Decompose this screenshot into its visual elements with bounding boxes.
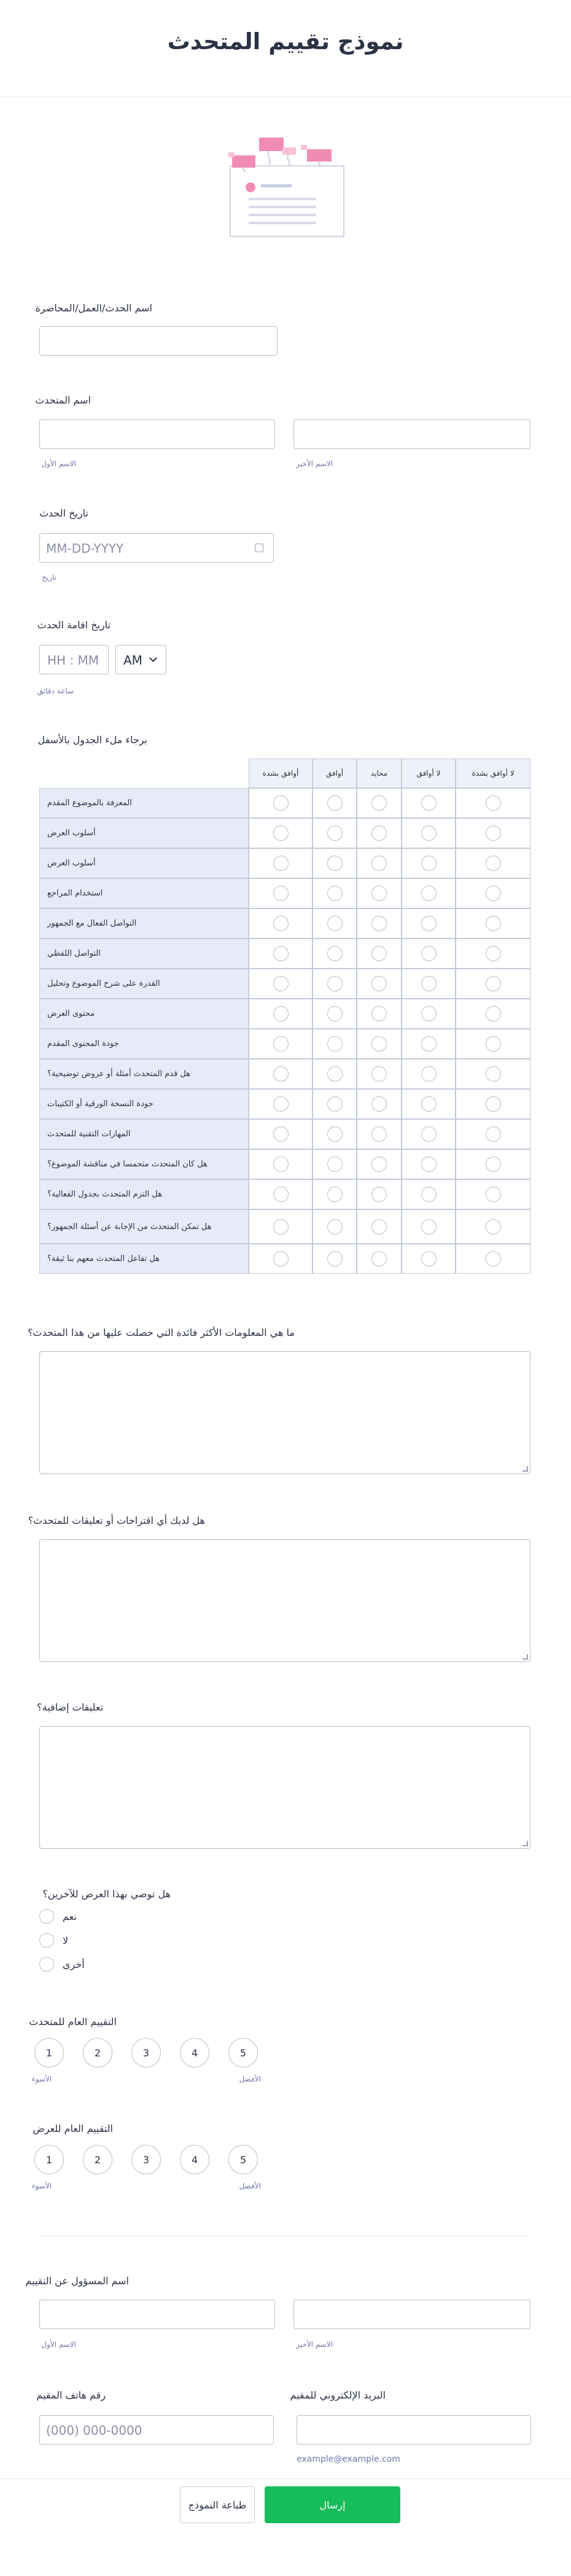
matrix-cell[interactable] <box>456 848 530 878</box>
matrix-radio[interactable] <box>327 1096 343 1112</box>
matrix-radio[interactable] <box>486 946 501 961</box>
matrix-label: برجاء ملء الجدول بالأسفل <box>37 734 147 746</box>
event-date-sublabel: تاريخ <box>42 573 56 582</box>
matrix-row-text: هل قدم المتحدث أمثلة أو عروض توضيحية؟ <box>47 1069 191 1079</box>
matrix-column-header: لا أوافق بشدة <box>456 759 530 788</box>
matrix-radio[interactable] <box>327 1187 343 1202</box>
event-date-placeholder: MM-DD-YYYY <box>46 541 124 556</box>
matrix-cell[interactable] <box>249 788 313 818</box>
resize-handle-icon[interactable] <box>522 1466 528 1472</box>
matrix-radio[interactable] <box>421 1036 437 1052</box>
matrix-radio[interactable] <box>421 1187 437 1202</box>
matrix-cell[interactable] <box>402 939 456 969</box>
matrix-radio[interactable] <box>486 976 501 991</box>
matrix-row-label <box>39 1209 249 1244</box>
matrix-cell[interactable] <box>402 878 456 908</box>
matrix-cell[interactable] <box>313 1089 357 1119</box>
matrix-row-label <box>39 969 249 999</box>
radio-circle[interactable] <box>39 1909 54 1924</box>
matrix-radio[interactable] <box>327 795 343 811</box>
matrix-row-text: جودة المحتوى المقدم <box>47 1039 119 1048</box>
event-time-input[interactable] <box>39 645 109 674</box>
matrix-radio[interactable] <box>273 825 289 841</box>
evaluator-phone-input[interactable] <box>39 2415 274 2445</box>
matrix-cell[interactable] <box>357 999 402 1029</box>
event-time-sublabel: ساعة دقائق <box>37 687 74 695</box>
matrix-radio[interactable] <box>421 886 437 901</box>
speaker-first-name-input[interactable] <box>39 420 275 449</box>
useful-info-label: ما هي المعلومات الأكثر فائدة التي حصلت عليها من هذا المتحدث؟ <box>28 1327 295 1338</box>
matrix-row-label <box>39 999 249 1029</box>
recommend-option-no[interactable] <box>39 1933 68 1948</box>
submit-button[interactable]: إرسال <box>265 2486 400 2523</box>
matrix-cell[interactable] <box>402 908 456 939</box>
matrix-cell[interactable] <box>456 1149 530 1179</box>
matrix-row-text: محتوى العرض <box>47 1009 95 1018</box>
matrix-row-label <box>39 1089 249 1119</box>
matrix-cell[interactable] <box>313 1029 357 1059</box>
matrix-cell[interactable] <box>402 1244 456 1274</box>
matrix-radio[interactable] <box>371 1126 387 1142</box>
matrix-radio[interactable] <box>421 1126 437 1142</box>
rating-option-5[interactable]: 5 <box>228 2038 258 2067</box>
matrix-cell[interactable] <box>456 969 530 999</box>
matrix-cell[interactable] <box>249 848 313 878</box>
matrix-cell[interactable] <box>357 1179 402 1209</box>
matrix-cell[interactable] <box>456 1244 530 1274</box>
matrix-radio[interactable] <box>371 1066 387 1082</box>
matrix-row-text: هل التزم المتحدث بجدول الفعالية؟ <box>47 1190 163 1199</box>
matrix-cell[interactable] <box>456 1029 530 1059</box>
matrix-radio[interactable] <box>486 916 501 931</box>
matrix-radio[interactable] <box>327 1126 343 1142</box>
matrix-cell[interactable] <box>357 1244 402 1274</box>
matrix-cell[interactable] <box>249 1209 313 1244</box>
matrix-column-header: أوافق بشدة <box>249 759 313 788</box>
matrix-radio[interactable] <box>327 1006 343 1021</box>
matrix-cell[interactable] <box>313 999 357 1029</box>
matrix-cell[interactable] <box>357 878 402 908</box>
matrix-radio[interactable] <box>327 1036 343 1052</box>
matrix-radio[interactable] <box>273 856 289 871</box>
matrix-cell[interactable] <box>249 1149 313 1179</box>
matrix-radio[interactable] <box>273 1126 289 1142</box>
matrix-cell[interactable] <box>249 969 313 999</box>
matrix-cell[interactable] <box>249 818 313 848</box>
matrix-radio[interactable] <box>273 1219 289 1235</box>
matrix-cell[interactable] <box>249 1119 313 1149</box>
matrix-row-text: أسلوب العرض <box>47 829 96 838</box>
ampm-value: AM <box>123 653 142 668</box>
matrix-radio[interactable] <box>421 1157 437 1172</box>
matrix-radio[interactable] <box>421 825 437 841</box>
matrix-cell[interactable] <box>313 1209 357 1244</box>
rating-option-1[interactable]: 1 <box>34 2145 64 2174</box>
scale-high-label: الأفضل <box>239 2075 261 2083</box>
matrix-radio[interactable] <box>273 1096 289 1112</box>
speaker-first-name-sublabel: الاسم الأول <box>41 459 76 468</box>
matrix-cell[interactable] <box>313 788 357 818</box>
matrix-radio[interactable] <box>486 1187 501 1202</box>
matrix-cell[interactable] <box>402 818 456 848</box>
evaluator-first-name-input[interactable] <box>39 2300 275 2329</box>
matrix-cell[interactable] <box>313 1059 357 1089</box>
matrix-radio[interactable] <box>421 916 437 931</box>
matrix-cell[interactable] <box>313 969 357 999</box>
matrix-cell[interactable] <box>456 908 530 939</box>
matrix-row-label <box>39 1179 249 1209</box>
matrix-cell[interactable] <box>456 1089 530 1119</box>
matrix-cell[interactable] <box>357 818 402 848</box>
rating-option-5[interactable]: 5 <box>228 2145 258 2174</box>
option-label: نعم <box>63 1910 77 1922</box>
matrix-row-text: المعرفة بالموضوع المقدم <box>47 798 132 808</box>
print-button[interactable]: طباعة النموذج <box>180 2486 255 2523</box>
matrix-cell[interactable] <box>456 1179 530 1209</box>
evaluator-last-name-input[interactable] <box>293 2300 530 2329</box>
matrix-radio[interactable] <box>486 795 501 811</box>
chevron-down-icon <box>149 654 157 662</box>
ampm-select[interactable] <box>115 645 166 674</box>
matrix-cell[interactable] <box>402 1119 456 1149</box>
matrix-row-text: هل تمكن المتحدث من الإجابة عن أسئلة الجمهور؟ <box>47 1222 212 1231</box>
matrix-cell[interactable] <box>249 999 313 1029</box>
matrix-radio[interactable] <box>421 795 437 811</box>
recommend-option-yes[interactable] <box>39 1909 77 1924</box>
matrix-cell[interactable] <box>313 818 357 848</box>
matrix-cell[interactable] <box>357 1119 402 1149</box>
evaluator-phone-label: رقم هاتف المقيم <box>36 2389 106 2401</box>
matrix-radio[interactable] <box>371 1006 387 1021</box>
matrix-radio[interactable] <box>273 1066 289 1082</box>
matrix-cell[interactable] <box>357 1149 402 1179</box>
matrix-radio[interactable] <box>327 856 343 871</box>
matrix-cell[interactable] <box>402 999 456 1029</box>
matrix-radio[interactable] <box>273 886 289 901</box>
matrix-radio[interactable] <box>327 946 343 961</box>
matrix-radio[interactable] <box>371 825 387 841</box>
matrix-radio[interactable] <box>371 795 387 811</box>
matrix-row-text: هل كان المتحدث متحمسا في مناقشة الموضوع؟ <box>47 1160 208 1169</box>
matrix-radio[interactable] <box>486 1251 501 1267</box>
matrix-radio[interactable] <box>421 1219 437 1235</box>
rating-option-3[interactable]: 3 <box>131 2038 161 2067</box>
matrix-radio[interactable] <box>486 1096 501 1112</box>
matrix-row-text: هل تفاعل المتحدث معهم بنا ثيقة؟ <box>47 1254 160 1263</box>
matrix-cell[interactable] <box>313 939 357 969</box>
event-name-input[interactable] <box>39 326 278 356</box>
matrix-row-label <box>39 1119 249 1149</box>
matrix-cell[interactable] <box>313 878 357 908</box>
rating-option-3[interactable]: 3 <box>131 2145 161 2174</box>
matrix-row-label <box>39 788 249 818</box>
recommend-label: هل توصي بهذا العرض للآخرين؟ <box>42 1888 171 1900</box>
matrix-row-label <box>39 878 249 908</box>
matrix-radio[interactable] <box>421 1096 437 1112</box>
matrix-radio[interactable] <box>421 856 437 871</box>
radio-circle[interactable] <box>39 1933 54 1948</box>
matrix-column-header: لا أوافق <box>402 759 456 788</box>
matrix-radio[interactable] <box>327 1219 343 1235</box>
matrix-radio[interactable] <box>371 856 387 871</box>
speaker-name-label: اسم المتحدث <box>35 394 91 406</box>
useful-info-textarea[interactable] <box>39 1351 530 1474</box>
matrix-radio[interactable] <box>421 1066 437 1082</box>
additional-comments-label: تعليقات إضافية؟ <box>37 1701 103 1713</box>
matrix-cell[interactable] <box>357 939 402 969</box>
rating-option-4[interactable]: 4 <box>180 2145 209 2174</box>
matrix-cell[interactable] <box>357 908 402 939</box>
evaluator-email-label: البريد الإلكتروني للمقيم <box>290 2389 386 2401</box>
resize-handle-icon[interactable] <box>522 1654 528 1660</box>
suggestions-textarea[interactable] <box>39 1539 530 1662</box>
matrix-radio[interactable] <box>371 1157 387 1172</box>
matrix-row-text: استخدام المراجع <box>47 889 103 898</box>
matrix-radio[interactable] <box>273 1006 289 1021</box>
matrix-cell[interactable] <box>402 969 456 999</box>
matrix-cell[interactable] <box>249 878 313 908</box>
matrix-row-label <box>39 1244 249 1274</box>
matrix-cell[interactable] <box>249 1059 313 1089</box>
overall-presentation-label: التقييم العام للعرض <box>33 2123 113 2134</box>
matrix-cell[interactable] <box>456 939 530 969</box>
matrix-cell[interactable] <box>357 1209 402 1244</box>
matrix-row-label <box>39 1149 249 1179</box>
matrix-cell[interactable] <box>249 1244 313 1274</box>
matrix-cell[interactable] <box>313 1179 357 1209</box>
matrix-cell[interactable] <box>313 1119 357 1149</box>
matrix-radio[interactable] <box>486 1157 501 1172</box>
matrix-radio[interactable] <box>371 1219 387 1235</box>
matrix-row-text: القدرة على شرح الموضوع وتحليل <box>47 979 160 988</box>
matrix-row-text: المهارات التقنية للمتحدث <box>47 1130 131 1139</box>
matrix-cell[interactable] <box>456 1059 530 1089</box>
matrix-radio[interactable] <box>486 856 501 871</box>
matrix-radio[interactable] <box>327 1157 343 1172</box>
matrix-cell[interactable] <box>249 1089 313 1119</box>
form-title: نموذج تقييم المتحدث <box>167 28 404 55</box>
matrix-row-label <box>39 908 249 939</box>
matrix-radio[interactable] <box>327 976 343 991</box>
matrix-cell[interactable] <box>357 788 402 818</box>
matrix-radio[interactable] <box>421 976 437 991</box>
matrix-radio[interactable] <box>327 1066 343 1082</box>
matrix-cell[interactable] <box>456 788 530 818</box>
matrix-cell[interactable] <box>313 848 357 878</box>
matrix-radio[interactable] <box>486 825 501 841</box>
matrix-cell[interactable] <box>402 1059 456 1089</box>
matrix-radio[interactable] <box>371 1036 387 1052</box>
matrix-cell[interactable] <box>313 1244 357 1274</box>
matrix-cell[interactable] <box>357 848 402 878</box>
matrix-radio[interactable] <box>371 886 387 901</box>
matrix-radio[interactable] <box>273 1036 289 1052</box>
matrix-radio[interactable] <box>486 1126 501 1142</box>
matrix-row-text: جودة النسخة الورقية أو الكتيبات <box>47 1099 153 1109</box>
matrix-radio[interactable] <box>371 946 387 961</box>
matrix-row-text: أسلوب العرض <box>47 859 96 868</box>
option-label: أخرى <box>63 1958 85 1970</box>
matrix-radio[interactable] <box>486 1066 501 1082</box>
radio-circle[interactable] <box>39 1957 54 1972</box>
calendar-icon[interactable] <box>255 544 263 552</box>
matrix-cell[interactable] <box>402 1179 456 1209</box>
matrix-cell[interactable] <box>357 969 402 999</box>
resize-handle-icon[interactable] <box>522 1841 528 1846</box>
evaluator-email-input[interactable] <box>297 2415 531 2445</box>
matrix-cell[interactable] <box>456 878 530 908</box>
matrix-radio[interactable] <box>486 1036 501 1052</box>
additional-comments-textarea[interactable] <box>39 1726 530 1849</box>
matrix-cell[interactable] <box>456 1119 530 1149</box>
scale-high-label: الأفضل <box>239 2182 261 2190</box>
matrix-radio[interactable] <box>327 886 343 901</box>
matrix-radio[interactable] <box>371 976 387 991</box>
scale-low-label: الأسوء <box>31 2075 52 2083</box>
form-header <box>0 0 571 97</box>
evaluator-first-name-sublabel: الاسم الأول <box>41 2340 76 2349</box>
matrix-cell[interactable] <box>249 939 313 969</box>
speaker-last-name-sublabel: الاسم الأخير <box>296 459 333 468</box>
matrix-row-text: التواصل الفعال مع الجمهور <box>47 919 137 928</box>
matrix-cell[interactable] <box>402 1149 456 1179</box>
overall-speaker-label: التقييم العام للمتحدث <box>29 2016 117 2028</box>
matrix-radio[interactable] <box>273 976 289 991</box>
feedback-illustration-icon <box>215 129 356 252</box>
matrix-radio[interactable] <box>273 916 289 931</box>
event-date-label: تاريخ الحدث <box>39 507 88 519</box>
matrix-cell[interactable] <box>249 1179 313 1209</box>
matrix-radio[interactable] <box>371 1251 387 1267</box>
matrix-cell[interactable] <box>456 999 530 1029</box>
matrix-cell[interactable] <box>402 788 456 818</box>
matrix-radio[interactable] <box>486 1006 501 1021</box>
matrix-radio[interactable] <box>486 886 501 901</box>
matrix-radio[interactable] <box>273 795 289 811</box>
matrix-cell[interactable] <box>456 1209 530 1244</box>
evaluator-last-name-sublabel: الاسم الأخير <box>296 2340 333 2349</box>
matrix-radio[interactable] <box>371 1096 387 1112</box>
event-time-label: تاريخ اقامة الحدث <box>37 619 111 631</box>
matrix-cell[interactable] <box>357 1029 402 1059</box>
matrix-row-label <box>39 1029 249 1059</box>
matrix-row-label <box>39 818 249 848</box>
matrix-radio[interactable] <box>273 946 289 961</box>
scale-low-label: الأسوء <box>31 2182 52 2190</box>
rating-option-2[interactable]: 2 <box>83 2038 112 2067</box>
matrix-cell[interactable] <box>313 908 357 939</box>
matrix-radio[interactable] <box>273 1251 289 1267</box>
matrix-row-label <box>39 1059 249 1089</box>
matrix-cell[interactable] <box>402 1029 456 1059</box>
rating-option-1[interactable]: 1 <box>34 2038 64 2067</box>
matrix-cell[interactable] <box>249 1029 313 1059</box>
matrix-radio[interactable] <box>273 1157 289 1172</box>
speaker-last-name-input[interactable] <box>293 420 530 449</box>
email-hint: example@example.com <box>297 2454 400 2464</box>
matrix-radio[interactable] <box>421 946 437 961</box>
matrix-radio[interactable] <box>273 1187 289 1202</box>
matrix-cell[interactable] <box>249 908 313 939</box>
matrix-radio[interactable] <box>421 1251 437 1267</box>
option-label: لا <box>63 1934 69 1946</box>
matrix-radio[interactable] <box>486 1219 501 1235</box>
matrix-row-label <box>39 848 249 878</box>
event-time-placeholder: HH : MM <box>47 653 99 668</box>
matrix-cell[interactable] <box>402 1209 456 1244</box>
matrix-radio[interactable] <box>421 1006 437 1021</box>
matrix-cell[interactable] <box>313 1149 357 1179</box>
matrix-cell[interactable] <box>402 1089 456 1119</box>
event-name-label: اسم الحدث/العمل/المحاضرة <box>35 302 152 314</box>
matrix-column-header: محايد <box>357 759 402 788</box>
matrix-row-label <box>39 939 249 969</box>
matrix-column-header: أوافق <box>313 759 357 788</box>
event-date-input[interactable] <box>39 533 274 563</box>
matrix-cell[interactable] <box>357 1059 402 1089</box>
rating-option-2[interactable]: 2 <box>83 2145 112 2174</box>
phone-placeholder: (000) 000-0000 <box>46 2423 142 2438</box>
matrix-radio[interactable] <box>371 916 387 931</box>
matrix-radio[interactable] <box>327 1251 343 1267</box>
matrix-cell[interactable] <box>402 848 456 878</box>
matrix-row-text: التواصل اللفظي <box>47 949 101 958</box>
evaluator-name-label: اسم المسؤول عن التقييم <box>25 2275 129 2287</box>
suggestions-label: هل لديك أي اقتراحات أو تعليقات للمتحدث؟ <box>28 1515 205 1526</box>
matrix-radio[interactable] <box>371 1187 387 1202</box>
recommend-option-other[interactable] <box>39 1957 85 1972</box>
rating-option-4[interactable]: 4 <box>180 2038 209 2067</box>
matrix-radio[interactable] <box>327 825 343 841</box>
matrix-radio[interactable] <box>327 916 343 931</box>
matrix-cell[interactable] <box>456 818 530 848</box>
matrix-cell[interactable] <box>357 1089 402 1119</box>
